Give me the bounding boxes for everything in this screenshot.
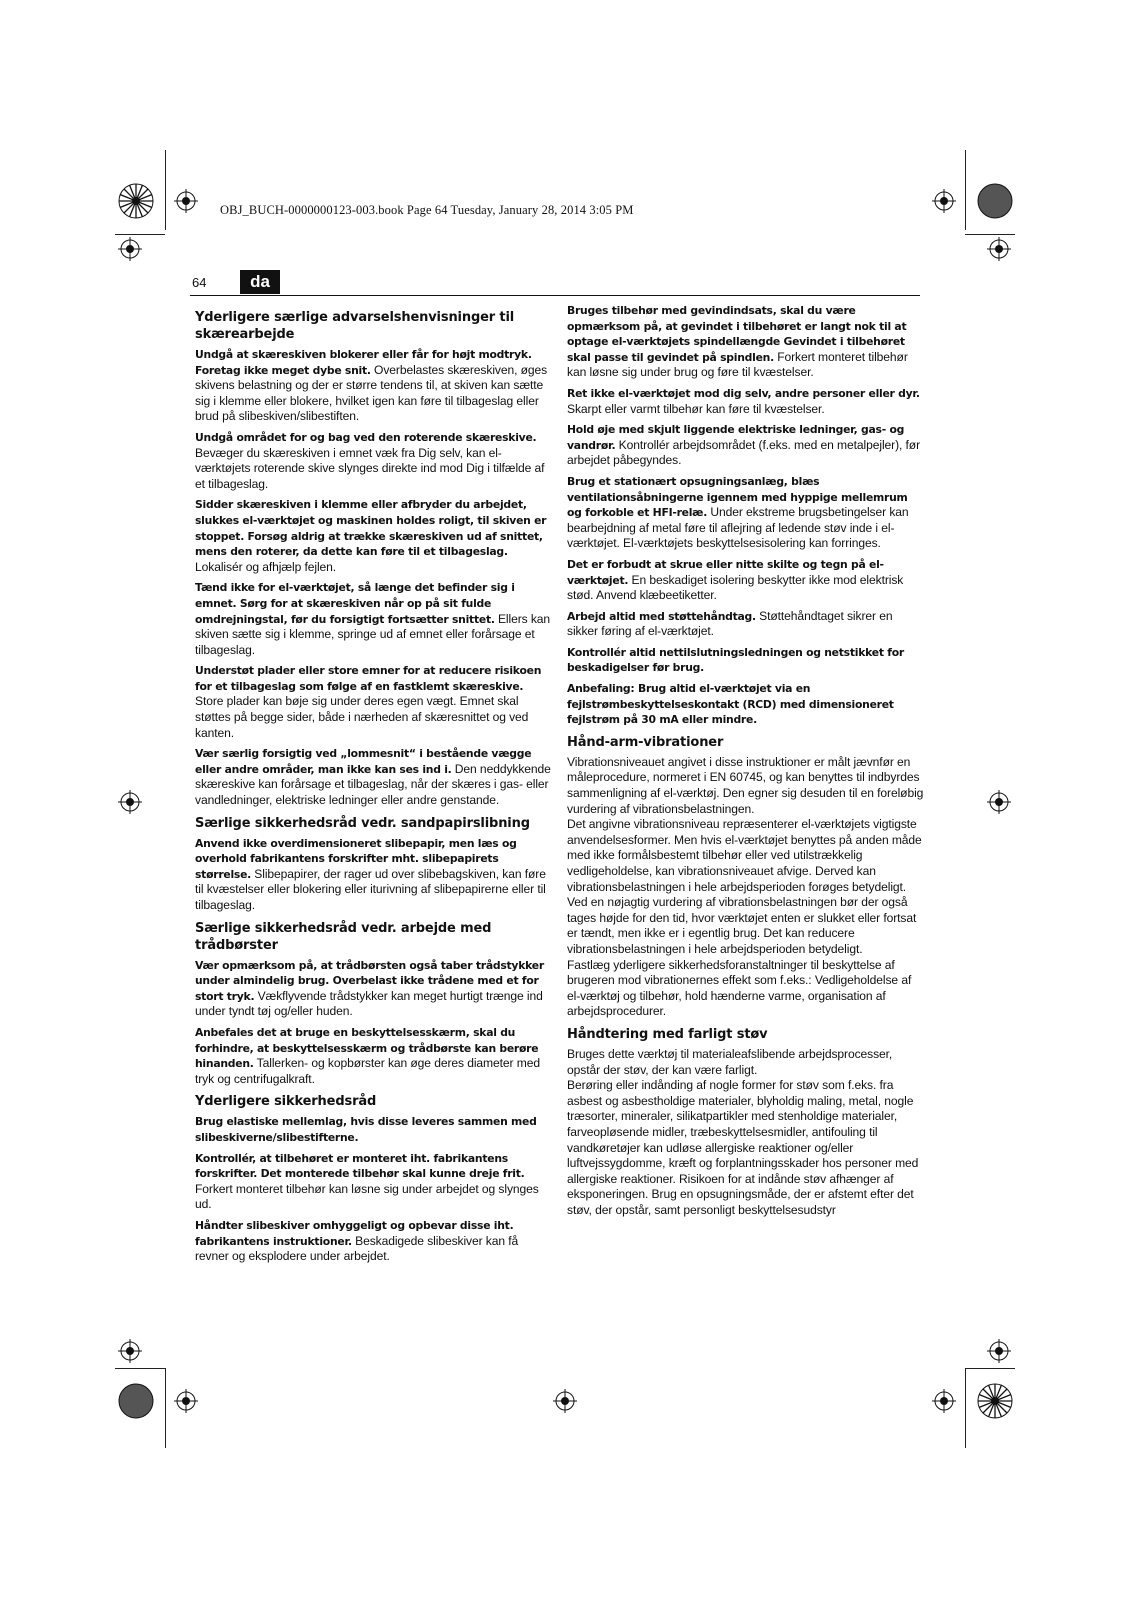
paragraph-text: Skarpt eller varmt tilbehør kan føre til kvæstelser. <box>567 401 825 416</box>
trim-line <box>965 1368 1015 1369</box>
paragraph <box>195 1218 552 1265</box>
paragraph <box>567 386 924 417</box>
paragraph-text: Forkert monteret tilbehør kan løsne sig under arbejdet og slynges ud. <box>195 1181 539 1212</box>
section-heading: Håndtering med farligt støv <box>567 1026 768 1042</box>
paragraph <box>195 958 552 1020</box>
warning-emphasis: Vær særlig forsigtig ved „lommesnit“ i bestående vægge eller andre områder, man ikke kan ses ind i. <box>195 747 532 776</box>
paragraph-text: Det angivne vibrationsniveau repræsenterer el-værktøjets vigtigste anvendelsesformer. Men hvis el-værktøjet benyttes på anden måde med ikke formålsbestemt tilbehør eller ved utilstrækkelig vedligeholdelse, kan vibrationsniveauet afvige. Derved kan vibrationsbelastningen i hele arbejdsperioden forøges betydeligt. <box>567 817 922 894</box>
paragraph-text: Ellers kan skiven sætte sig i klemme, springe ud af emnet eller forårsage et tilbageslag. <box>195 611 551 657</box>
section-heading: Yderligere særlige advarselshenvisninger til skærearbejde <box>195 310 515 342</box>
paragraph-text: Bevæger du skæreskiven i emnet væk fra Dig selv, kan el-værktøjets roterende skive slynges direkte ind mod Dig i tilfælde af et tilbageslag. <box>195 445 545 491</box>
print-file-header: OBJ_BUCH-0000000123-003.book Page 64 Tuesday, January 28, 2014 3:05 PM <box>220 203 634 217</box>
warning-emphasis: Undgå området for og bag ved den roterende skæreskive. <box>195 430 537 444</box>
paragraph-text: Ved en nøjagtig vurdering af vibrationsbelastningen bør der også tages højde for den tid, hvor værktøjet enten er slukket eller fortsat er tændt, men ikke er i egentlig brug. Det kan reducere vibrationsbelastningen i hele arbejdsperioden betydeligt. <box>567 895 917 956</box>
paragraph <box>195 1151 552 1213</box>
paragraph <box>567 1047 924 1078</box>
paragraph-text: En beskadiget isolering beskytter ikke mod elektrisk stød. Anvend klæbeetiketter. <box>567 572 904 603</box>
paragraph-text: Fastlæg yderligere sikkerhedsforanstaltninger til beskyttelse af brugeren mod vibrationernes effekt som f.eks.: Vedligeholdelse af el-værktøj og tilbehør, hold hænderne varme, organisation af arbejdsprocedurer. <box>567 957 912 1019</box>
warning-emphasis: Tænd ikke for el-værktøjet, så længe det befinder sig i emnet. Sørg for at skæreskiven når op på sit fulde omdrejningstal, før du forsigtigt fortsætter snittet. <box>195 581 515 626</box>
paragraph <box>195 497 552 575</box>
warning-emphasis: Sidder skæreskiven i klemme eller afbryder du arbejdet, slukkes el-værktøjet og maskinen holdes roligt, til skiven er stoppet. Forsøg aldrig at trække skæreskiven ud af snittet, mens den roterer, da dette kan føre til et tilbageslag. <box>195 498 547 559</box>
crosshair-icon <box>118 237 142 261</box>
trim-line <box>965 234 1015 235</box>
warning-emphasis: Anbefales det at bruge en beskyttelsesskærm, skal du forhindre, at beskyttelsesskærm og trådbørste kan berøre hinanden. <box>195 1025 539 1071</box>
trim-line <box>965 1368 966 1448</box>
warning-emphasis: Kontrollér altid nettilslutningsledningen og netstikket for beskadigelser før brug. <box>567 645 904 675</box>
paragraph-text: Lokalisér og afhjælp fejlen. <box>195 559 337 574</box>
paragraph <box>195 1114 552 1145</box>
crosshair-icon <box>553 1389 577 1413</box>
crosshair-icon <box>932 1389 956 1413</box>
paragraph <box>567 422 924 469</box>
paragraph <box>567 303 924 381</box>
paragraph-text: Slibepapirer, der rager ud over slibebagskiven, kan føre til kvæstelser eller blokering eller iturivning af slibepapirerne eller til tilbageslag. <box>195 866 546 912</box>
paragraph <box>567 557 924 604</box>
trim-line <box>115 1368 165 1369</box>
warning-emphasis: Kontrollér, at tilbehøret er monteret iht. fabrikantens forskrifter. Det monterede tilbehør skal kunne dreje frit. <box>195 1151 525 1181</box>
paragraph <box>567 895 924 957</box>
registration-target-icon <box>118 183 154 219</box>
paragraph <box>567 1078 924 1218</box>
section-heading: Hånd-arm-vibrationer <box>567 734 724 750</box>
paragraph-text: Forkert monteret tilbehør kan løsne sig under brug og føre til kvæstelser. <box>567 349 908 380</box>
section-heading: Særlige sikkerhedsråd vedr. arbejde med trådbørster <box>195 920 492 953</box>
paragraph <box>567 755 924 817</box>
warning-emphasis: Anvend ikke overdimensioneret slibepapir, men læs og overhold fabrikantens forskrifter mht. slibepapirets størrelse. <box>195 836 517 881</box>
crosshair-icon <box>987 790 1011 814</box>
warning-emphasis: Undgå at skæreskiven blokerer eller får for højt modtryk. Foretag ikke meget dybe snit. <box>195 348 532 377</box>
right-column <box>567 303 924 1218</box>
paragraph-text: Berøring eller indånding af nogle former for støv som f.eks. fra asbest og asbestholdige materialer, blyholdig maling, metal, nogle træsorter, mineraler, silikatpartikler med stenholdige materialer, farveopløsende midler, træbeskyttelsesmidler, antifouling til vandkøretøjer kan udløse allergiske reaktioner og/eller luftvejssygdomme, kræft og forplantningsskader hos personer med allergiske reaktioner. Risikoen for at indånde støv afhænger af eksponeringen. Brug en opsugningsmåde, der er afstemt efter det støv, der opstår, samt personligt beskyttelsesudstyr <box>567 1078 919 1217</box>
crosshair-icon <box>987 1339 1011 1363</box>
crosshair-icon <box>174 189 198 213</box>
registration-target-icon <box>977 1383 1013 1419</box>
crosshair-icon <box>174 1389 198 1413</box>
paragraph <box>195 430 552 492</box>
paragraph-text: Overbelastes skæreskiven, øges skivens belastning og der er større tendens til, at skiven kan sætte sig i klemme eller blokere, hvilket igen kan føre til tilbageslag eller brud på slibeskiven/slibestiften. <box>195 362 548 424</box>
paragraph-text: Under ekstreme brugsbetingelser kan bearbejdning af metal føre til aflejring af ledende støv inde i el-værktøjet. El-værktøjets beskyttelsesisolering kan forringes. <box>567 505 909 551</box>
paragraph-text: Store plader kan bøje sig under deres egen vægt. Emnet skal støttes på begge sider, både i nærheden af skæresnittet og ved kanten. <box>195 694 529 740</box>
trim-line <box>165 1368 166 1448</box>
paragraph <box>567 474 924 552</box>
paragraph <box>567 681 924 728</box>
warning-emphasis: Ret ikke el-værktøjet mod dig selv, andre personer eller dyr. <box>567 386 920 400</box>
paragraph <box>567 958 924 1020</box>
section-heading: Særlige sikkerhedsråd vedr. sandpapirslibning <box>195 815 530 831</box>
warning-emphasis: Understøt plader eller store emner for at reducere risikoen for et tilbageslag som følge af en fastklemt skæreskive. <box>195 664 542 693</box>
crosshair-icon <box>118 790 142 814</box>
crosshair-icon <box>118 1339 142 1363</box>
page-number: 64 <box>192 275 207 290</box>
paragraph-text: Kontrollér arbejdsområdet (f.eks. med en metalpejler), før arbejdet påbegyndes. <box>567 437 921 468</box>
language-badge: da <box>240 270 280 294</box>
trim-line <box>115 234 165 235</box>
paragraph <box>195 580 552 658</box>
paragraph <box>195 347 552 425</box>
paragraph <box>567 609 924 640</box>
warning-emphasis: Arbejd altid med støttehåndtag. <box>567 609 756 623</box>
warning-emphasis: Anbefaling: Brug altid el-værktøjet via en fejlstrømbeskyttelseskontakt (RCD) med dimensioneret fejlstrøm på 30 mA eller mindre. <box>567 682 894 727</box>
paragraph-text: Den neddykkende skæreskive kan forårsage et tilbageslag, når der skæres i gas- eller vandledninger, elektriske ledninger eller andre genstande. <box>195 761 551 808</box>
registration-solid-circle-icon <box>977 183 1013 219</box>
paragraph <box>195 1025 552 1087</box>
warning-emphasis: Vær opmærksom på, at trådbørsten også taber trådstykker under almindelig brug. Overbelast ikke trådene med et for stort tryk. <box>195 958 544 1003</box>
paragraph-text: Beskadigede slibeskiver kan få revner og eksplodere under arbejdet. <box>195 1233 519 1264</box>
paragraph <box>567 817 924 895</box>
warning-emphasis: Brug elastiske mellemlag, hvis disse leveres sammen med slibeskiverne/slibestifterne. <box>195 1115 537 1144</box>
paragraph <box>195 663 552 741</box>
trim-line <box>165 150 166 230</box>
warning-emphasis: Det er forbudt at skrue eller nitte skilte og tegn på el-værktøjet. <box>567 557 884 587</box>
trim-line <box>965 150 966 230</box>
warning-emphasis: Brug et stationært opsugningsanlæg, blæs ventilationsåbningerne igennem med hyppige mellemrum og forkoble et HFI-relæ. <box>567 474 908 520</box>
paragraph-text: Bruges dette værktøj til materialeafslibende arbejdsprocesser, opstår der støv, der kan være farligt. <box>567 1046 893 1077</box>
crosshair-icon <box>987 237 1011 261</box>
paragraph <box>195 746 552 808</box>
paragraph-text: Vækflyvende trådstykker kan meget hurtigt trænge ind under tyndt tøj og/eller huden. <box>195 988 543 1019</box>
paragraph-text: Vibrationsniveauet angivet i disse instruktioner er målt jævnfør en måleprocedure, normeret i EN 60745, og kan benyttes til indbyrdes sammenligning af el-værktøj. Den egner sig desuden til en foreløbig vurdering af vibrationsbelastningen. <box>567 754 924 816</box>
paragraph <box>195 836 552 914</box>
section-heading: Yderligere sikkerhedsråd <box>195 1094 377 1110</box>
paragraph-text: Støttehåndtaget sikrer en sikker føring af el-værktøjet. <box>567 608 893 639</box>
warning-emphasis: Håndter slibeskiver omhyggeligt og opbevar disse iht. fabrikantens instruktioner. <box>195 1218 514 1248</box>
warning-emphasis: Bruges tilbehør med gevindindsats, skal du være opmærksom på, at gevindet i tilbehøret er langt nok til at optage el-værktøjets spindellængde Gevindet i tilbehøret skal passe til gevindet på spindlen. <box>567 304 907 364</box>
header-rule <box>190 295 920 296</box>
registration-solid-circle-icon <box>118 1383 154 1419</box>
crosshair-icon <box>932 189 956 213</box>
warning-emphasis: Hold øje med skjult liggende elektriske ledninger, gas- og vandrør. <box>567 423 905 452</box>
left-column <box>195 303 552 1270</box>
paragraph-text: Tallerken- og kopbørster kan øge deres diameter med tryk og centrifugalkraft. <box>195 1056 540 1086</box>
paragraph <box>567 645 924 676</box>
